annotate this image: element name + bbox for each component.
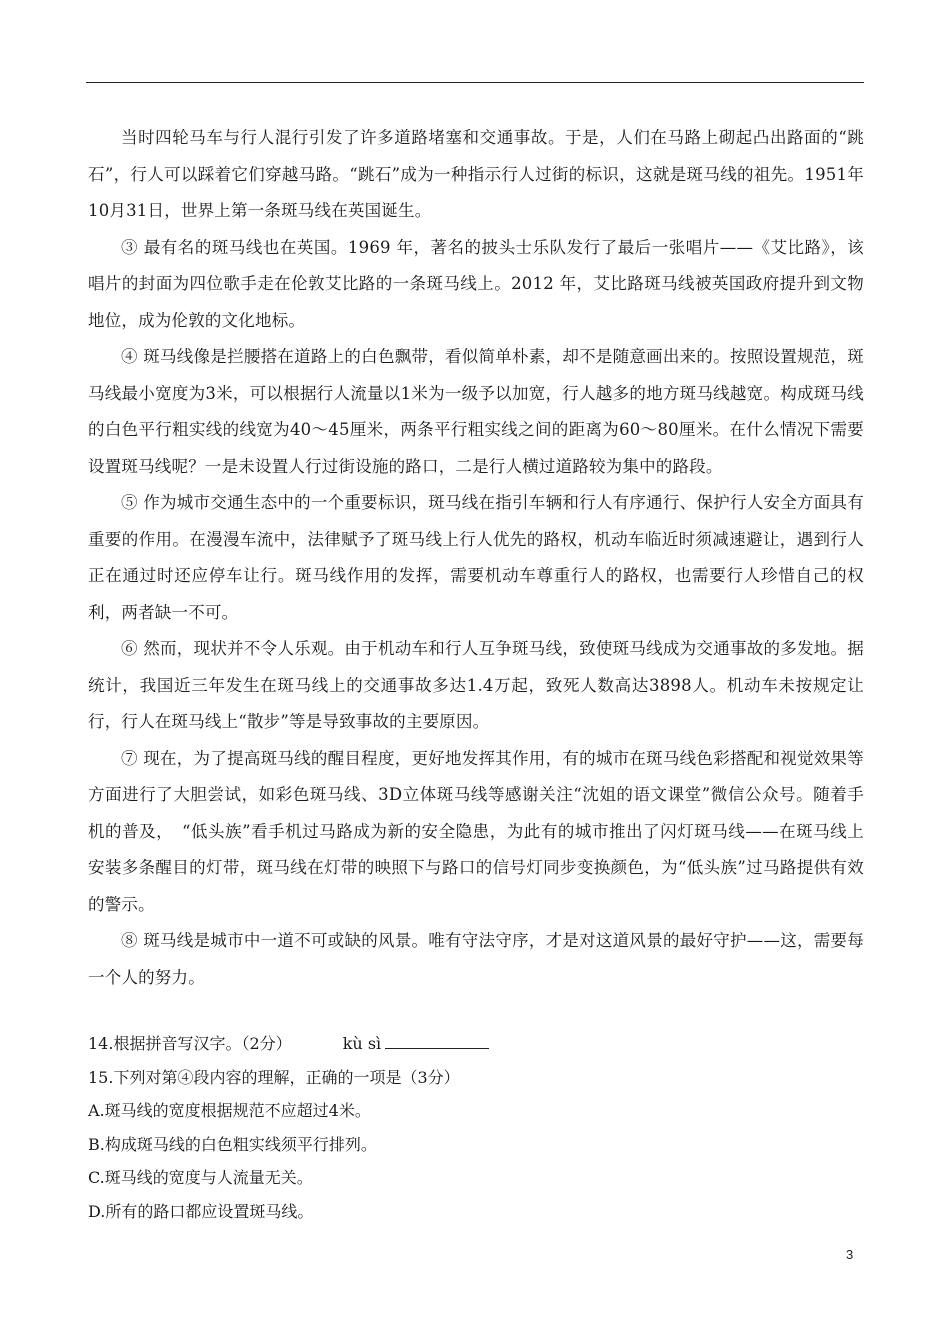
option-c: C.斑马线的宽度与人流量无关。 [88,1168,313,1187]
header-rule [86,82,864,83]
article-body [88,120,864,996]
paragraph-4: ④ 斑马线像是拦腰搭在道路上的白色飘带，看似简单朴素，却不是随意画出来的。按照设置规范，斑马线最小宽度为3米，可以根据行人流量以1米为一级予以加宽，行人越多的地方斑马线越宽。构成斑马线的白色平行粗实线的线宽为40～45厘米，两条平行粗实线之间的距离为60～80厘米。在什么情况下需要设置斑马线呢？一是未设置人行过街设施的路口，二是行人横过道路较为集中的路段。 [88,347,864,476]
answer-blank[interactable] [385,1030,489,1049]
question-14 [88,1027,864,1061]
paragraph-intro: 当时四轮马车与行人混行引发了许多道路堵塞和交通事故。于是，人们在马路上砌起凸出路面的“跳石”，行人可以踩着它们穿越马路。“跳石”成为一种指示行人过街的标识，这就是斑马线的祖先。1951年10月31日，世界上第一条斑马线在英国诞生。 [88,128,864,220]
page-number: 3 [846,1247,854,1262]
paragraph-8: ⑧ 斑马线是城市中一道不可或缺的风景。唯有守法守序，才是对这道风景的最好守护——这，需要每一个人的努力。 [88,931,864,987]
paragraph-5: ⑤ 作为城市交通生态中的一个重要标识，斑马线在指引车辆和行人有序通行、保护行人安全方面具有重要的作用。在漫漫车流中，法律赋予了斑马线上行人优先的路权，机动车临近时须减速避让，遇到行人正在通过时还应停车让行。斑马线作用的发挥，需要机动车尊重行人的路权，也需要行人珍惜自己的权利，两者缺一不可。 [88,493,864,622]
question-14-pinyin: kù sì [342,1034,382,1053]
option-d: D.所有的路口都应设置斑马线。 [88,1201,314,1221]
question-14-prompt: 14.根据拼音写汉字。（2分） [88,1034,292,1053]
question-15-prompt: 15.下列对第④段内容的理解，正确的一项是（3分） [88,1067,460,1087]
question-section [88,1027,864,1228]
paragraph-6: ⑥ 然而，现状并不令人乐观。由于机动车和行人互争斑马线，致使斑马线成为交通事故的多发地。据统计，我国近三年发生在斑马线上的交通事故多达1.4万起，致死人数高达3898人。机动车未按规定让行，行人在斑马线上“散步”等是导致事故的主要原因。 [88,639,864,731]
paragraph-7: ⑦ 现在，为了提高斑马线的醒目程度，更好地发挥其作用，有的城市在斑马线色彩搭配和视觉效果等方面进行了大胆尝试，如彩色斑马线、3D立体斑马线等感谢关注“沈姐的语文课堂”微信公众号。随着手机的普及， “低头族”看手机过马路成为新的安全隐患，为此有的城市推出了闪灯斑马线——在斑马线上安装多条醒目的灯带，斑马线在灯带的映照下与路口的信号灯同步变换颜色，为“低头族”过马路提供有效的警示。 [88,748,864,914]
option-b: B.构成斑马线的白色粗实线须平行排列。 [88,1134,377,1154]
paragraph-3: ③ 最有名的斑马线也在英国。1969 年，著名的披头士乐队发行了最后一张唱片——《艾比路》，该唱片的封面为四位歌手走在伦敦艾比路的一条斑马线上。2012 年，艾比路斑马线被英国政府提升到文物地位，成为伦敦的文化地标。 [88,237,864,330]
option-a: A.斑马线的宽度根据规范不应超过4米。 [88,1101,371,1120]
